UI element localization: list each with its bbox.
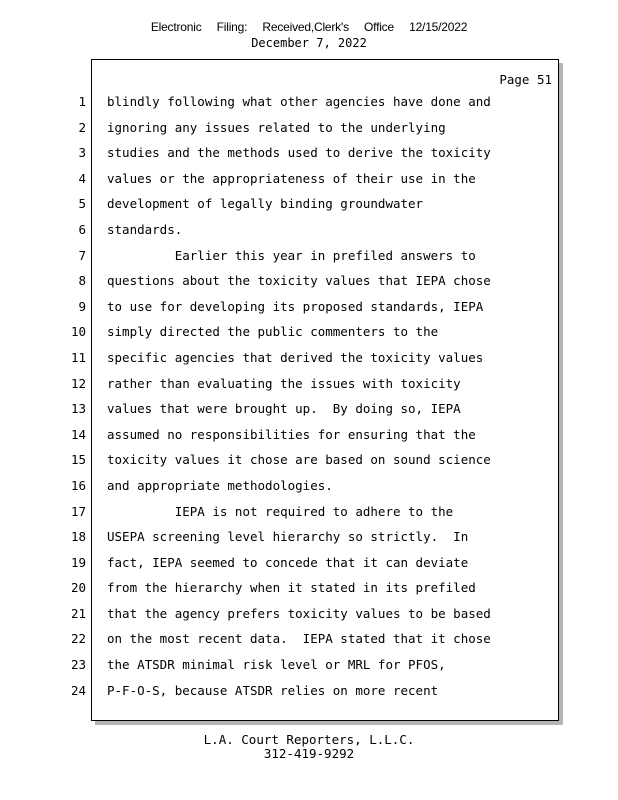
transcript-line: blindly following what other agencies have done and (107, 94, 491, 109)
transcript-text (107, 89, 547, 703)
footer-company: L.A. Court Reporters, L.L.C. (203, 732, 415, 747)
footer (0, 733, 618, 761)
transcript-line: and appropriate methodologies. (107, 477, 333, 493)
line-number: 22 (70, 631, 86, 647)
line-number: 2 (78, 119, 86, 135)
line-number: 14 (70, 426, 86, 442)
footer-phone: 312-419-9292 (263, 746, 355, 761)
transcript-line: development of legally binding groundwater (107, 196, 424, 212)
stamp-office: Office (364, 20, 394, 34)
transcript-line: that the agency prefers toxicity values to be based (107, 605, 491, 621)
transcript-line: P-F-O-S, because ATSDR relies on more recent (107, 682, 439, 698)
line-number: 23 (70, 657, 86, 673)
line-number: 24 (70, 682, 86, 698)
line-number: 3 (78, 145, 86, 161)
transcript-line: specific agencies that derived the toxicity values (107, 349, 484, 365)
line-number: 18 (70, 529, 86, 545)
transcript-line: fact, IEPA seemed to concede that it can deviate (107, 554, 469, 570)
line-number: 7 (78, 247, 86, 263)
line-number: 16 (70, 477, 86, 493)
page-number: Page 51 (499, 72, 552, 87)
transcript-line: IEPA is not required to adhere to the (107, 503, 454, 519)
transcript-line: toxicity values it chose are based on sound science (107, 452, 491, 468)
line-number: 13 (70, 401, 86, 417)
line-number: 5 (78, 196, 86, 212)
transcript-line: on the most recent data. IEPA stated that it chose (107, 631, 491, 647)
transcript-line: values or the appropriateness of their use in the (107, 170, 476, 186)
stamp-filing: Filing: (216, 20, 248, 34)
transcript-line: assumed no responsibilities for ensuring that the (107, 426, 476, 442)
transcript-line: questions about the toxicity values that IEPA chose (107, 273, 491, 289)
transcript-line: simply directed the public commenters to the (107, 324, 439, 340)
transcript-line: the ATSDR minimal risk level or MRL for PFOS, (107, 657, 446, 673)
line-number: 20 (70, 580, 86, 596)
line-number: 6 (78, 221, 86, 237)
transcript-line: USEPA screening level hierarchy so strictly. In (107, 529, 469, 545)
line-number: 10 (70, 324, 86, 340)
line-number: 21 (70, 605, 86, 621)
filing-stamp (0, 20, 618, 34)
line-number: 12 (70, 375, 86, 391)
transcript-line: ignoring any issues related to the underlying (107, 119, 446, 135)
transcript-line: Earlier this year in prefiled answers to (107, 247, 476, 263)
transcript-line: to use for developing its proposed standards, IEPA (107, 298, 484, 314)
stamp-date: 12/15/2022 (409, 20, 468, 34)
hearing-date: December 7, 2022 (251, 36, 367, 50)
line-number: 15 (70, 452, 86, 468)
line-number: 11 (70, 349, 86, 365)
transcript-line: from the hierarchy when it stated in its prefiled (107, 580, 476, 596)
line-number: 1 (78, 94, 86, 109)
line-number: 19 (70, 554, 86, 570)
line-number-column (60, 89, 86, 703)
line-number: 4 (78, 170, 86, 186)
transcript-line: studies and the methods used to derive the toxicity (107, 145, 491, 161)
line-number: 9 (78, 298, 86, 314)
transcript-line: rather than evaluating the issues with toxicity (107, 375, 461, 391)
line-number: 8 (78, 273, 86, 289)
transcript-line: standards. (107, 221, 183, 237)
stamp-electronic: Electronic (150, 20, 202, 34)
stamp-received: Received,Clerk's (262, 20, 349, 34)
transcript-line: values that were brought up. By doing so, IEPA (107, 401, 461, 417)
line-number: 17 (70, 503, 86, 519)
